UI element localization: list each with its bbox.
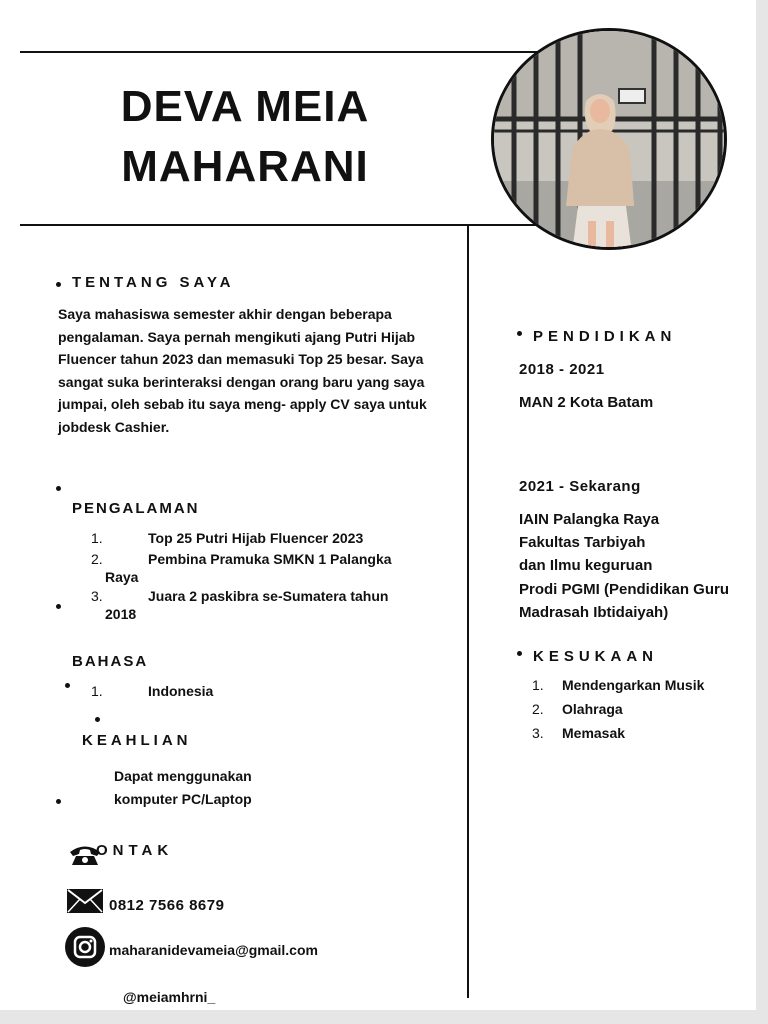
education-title: PENDIDIKAN (533, 328, 677, 345)
page-bottom-margin (0, 1010, 768, 1024)
skills-bullet (95, 717, 100, 722)
language-bullet (65, 683, 70, 688)
experience-item-2-num: 2. (91, 551, 103, 567)
contact-title: ONTAK (96, 842, 174, 859)
header-bottom-rule (20, 224, 555, 226)
education-2-years: 2021 - Sekarang (519, 478, 641, 495)
skills-bullet-2 (56, 799, 61, 804)
education-1-line-1: MAN 2 Kota Batam (519, 394, 654, 411)
hobby-1-num: 1. (532, 677, 544, 693)
skills-line-2: komputer PC/Laptop (114, 791, 252, 807)
profile-photo-illustration (494, 31, 727, 250)
contact-email[interactable]: maharanidevameia@gmail.com (109, 942, 318, 958)
about-text: Saya mahasiswa semester akhir dengan beberapa pengalaman. Saya pernah mengikuti ajang Putri Hijab Fluencer tahun 2023 dan memasuki Top 25 besar. Saya sangat suka berinteraksi dengan orang baru yang saya jumpai, oleh sebab itu saya meng- apply CV saya untuk jobdesk Cashier. (58, 306, 427, 435)
about-title: TENTANG SAYA (72, 274, 235, 291)
language-item-1: Indonesia (148, 683, 214, 699)
experience-title: PENGALAMAN (72, 500, 200, 517)
envelope-icon (67, 889, 103, 913)
name-line-2: MAHARANI (121, 142, 369, 191)
education-2-line-2: Fakultas Tarbiyah (519, 534, 646, 551)
contact-phone: 0812 7566 8679 (109, 897, 225, 914)
skills-title: KEAHLIAN (82, 732, 192, 749)
header-top-rule (20, 51, 540, 53)
hobbies-title: KESUKAAN (533, 648, 659, 665)
experience-item-3-num: 3. (91, 588, 103, 604)
instagram-icon (65, 927, 105, 967)
language-title: BAHASA (72, 653, 149, 670)
hobby-2: Olahraga (562, 701, 623, 717)
experience-item-3-cont: 2018 (105, 606, 137, 622)
skills-line-1: Dapat menggunakan (114, 768, 252, 784)
hobbies-bullet (517, 651, 522, 656)
experience-item-3: Juara 2 paskibra se-Sumatera tahun (148, 588, 389, 604)
education-2-line-3: dan Ilmu keguruan (519, 557, 653, 574)
experience-item-2-cont: Raya (105, 569, 139, 585)
name-line-1: DEVA MEIA (120, 82, 370, 131)
education-2-line-4: Prodi PGMI (Pendidikan Guru (519, 581, 730, 598)
education-bullet (517, 331, 522, 336)
contact-instagram[interactable]: @meiamhrni_ (123, 989, 216, 1005)
education-1-years: 2018 - 2021 (519, 361, 605, 378)
column-divider (467, 226, 469, 998)
hobby-2-num: 2. (532, 701, 544, 717)
experience-item-1: Top 25 Putri Hijab Fluencer 2023 (148, 530, 364, 546)
language-item-1-num: 1. (91, 683, 103, 699)
about-bullet (56, 282, 61, 287)
hobby-3: Memasak (562, 725, 626, 741)
experience-item-2: Pembina Pramuka SMKN 1 Palangka (148, 551, 392, 567)
hobby-1: Mendengarkan Musik (562, 677, 705, 693)
experience-item-1-num: 1. (91, 530, 103, 546)
experience-bullet (56, 486, 61, 491)
education-2-line-1: IAIN Palangka Raya (519, 511, 660, 528)
experience-bullet-2 (56, 604, 61, 609)
education-2-line-5: Madrasah Ibtidaiyah) (519, 604, 669, 621)
profile-photo (491, 28, 727, 250)
hobby-3-num: 3. (532, 725, 544, 741)
